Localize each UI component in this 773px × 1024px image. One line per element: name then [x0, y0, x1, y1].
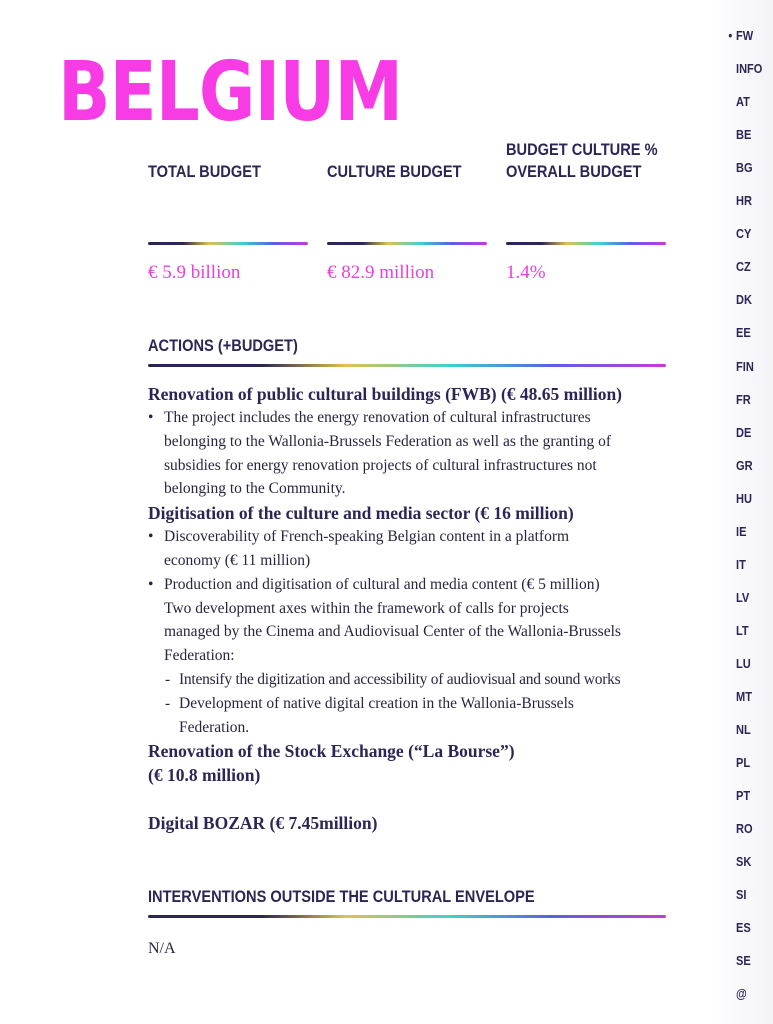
sidebar-item-lt[interactable]: LT: [736, 622, 749, 638]
text-line: Federation.: [179, 718, 250, 736]
sidebar-item-be[interactable]: BE: [736, 127, 752, 143]
bullet-item: [148, 525, 678, 573]
interventions-section-header: [148, 887, 666, 918]
sidebar-item-fr[interactable]: FR: [736, 391, 751, 407]
action-title-line: Renovation of the Stock Exchange (“La Bourse”): [148, 741, 515, 762]
sidebar-item-fw[interactable]: • FW: [715, 28, 768, 43]
sidebar-item-fin[interactable]: FIN: [736, 358, 754, 374]
stat-label: TOTAL BUDGET: [148, 162, 261, 181]
page-title: BELGIUM: [58, 45, 403, 140]
divider: [148, 915, 666, 918]
bullet-item: [148, 573, 678, 668]
stat-value: € 82.9 million: [327, 262, 435, 283]
text-line: Two development axes within the framework of calls for projects: [164, 599, 569, 617]
text-line: • The project includes the energy renovation of cultural infrastructures: [164, 409, 591, 426]
sidebar-item-sk[interactable]: SK: [736, 854, 752, 870]
sidebar-item-es[interactable]: ES: [736, 920, 751, 936]
text-line: - Development of native digital creation in the Wallonia-Brussels: [179, 694, 574, 712]
stat-value: € 5.9 billion: [148, 262, 241, 283]
sidebar-item-bg[interactable]: BG: [736, 160, 753, 176]
sub-bullet-item: [148, 692, 678, 740]
text-line: - Intensify the digitization and accessibility of audiovisual and sound works: [179, 670, 621, 688]
sidebar-item-ro[interactable]: RO: [736, 821, 753, 837]
sub-bullet-item: [148, 668, 678, 692]
country-sidebar-nav: [711, 0, 773, 1024]
text-line: economy (€ 11 million): [164, 551, 311, 569]
interventions-value: N/A: [148, 940, 176, 957]
action-title-line: (€ 10.8 million): [148, 765, 261, 786]
divider: [148, 242, 308, 245]
text-line: belonging to the Community.: [164, 480, 346, 498]
stat-label-line2: OVERALL BUDGET: [506, 162, 642, 181]
sidebar-item-pt[interactable]: PT: [736, 788, 751, 804]
sidebar-item-pl[interactable]: PL: [736, 755, 751, 771]
sidebar-item-gr[interactable]: GR: [736, 457, 753, 473]
sidebar-item-si[interactable]: SI: [736, 887, 747, 903]
sidebar-item-lv[interactable]: LV: [736, 589, 750, 605]
section-heading: INTERVENTIONS OUTSIDE THE CULTURAL ENVELOPE: [148, 887, 535, 906]
sidebar-item-de[interactable]: DE: [736, 424, 752, 440]
sidebar-item-nl[interactable]: NL: [736, 722, 751, 738]
text-line: Federation:: [164, 647, 235, 665]
actions-section-header: [148, 336, 666, 367]
divider: [148, 364, 666, 367]
sidebar-item-dk[interactable]: DK: [736, 292, 752, 308]
sidebar-item-at[interactable]: AT: [736, 94, 750, 110]
sidebar-item-ee[interactable]: EE: [736, 325, 751, 341]
stat-value: 1.4%: [506, 262, 546, 283]
sidebar-item-it[interactable]: IT: [736, 556, 746, 572]
section-heading: ACTIONS (+BUDGET): [148, 336, 298, 355]
sidebar-item-mt[interactable]: MT: [736, 689, 752, 704]
bullet-item: [148, 406, 678, 501]
stat-label: CULTURE BUDGET: [327, 162, 462, 181]
sidebar-item-contact[interactable]: @: [736, 986, 747, 1002]
sidebar-item-cz[interactable]: CZ: [736, 259, 751, 275]
sidebar-item-hr[interactable]: HR: [736, 193, 752, 209]
text-line: belonging to the Wallonia-Brussels Federation as well as the granting of: [164, 432, 612, 450]
action-title: Renovation of public cultural buildings (FWB) (€ 48.65 million): [148, 384, 623, 404]
text-line: subsidies for energy renovation projects of cultural infrastructures not: [164, 456, 597, 474]
sidebar-item-hu[interactable]: HU: [736, 490, 752, 506]
divider: [327, 242, 487, 245]
sidebar-item-se[interactable]: SE: [736, 953, 751, 969]
stat-label-line1: BUDGET CULTURE %: [506, 140, 658, 159]
actions-list: [148, 382, 678, 835]
text-line: • Production and digitisation of cultural and media content (€ 5 million): [164, 575, 600, 593]
action-title: Digitisation of the culture and media sector (€ 16 million): [148, 503, 574, 524]
text-line: • Discoverability of French-speaking Belgian content in a platform: [164, 528, 570, 546]
sidebar-item-info[interactable]: INFO: [736, 61, 763, 77]
sidebar-item-ie[interactable]: IE: [736, 523, 747, 539]
divider: [506, 242, 666, 245]
sidebar-item-lu[interactable]: LU: [736, 655, 751, 671]
action-title: Digital BOZAR (€ 7.45million): [148, 813, 378, 834]
sidebar-item-cy[interactable]: CY: [736, 226, 752, 242]
text-line: managed by the Cinema and Audiovisual Center of the Wallonia-Brussels: [164, 623, 621, 641]
